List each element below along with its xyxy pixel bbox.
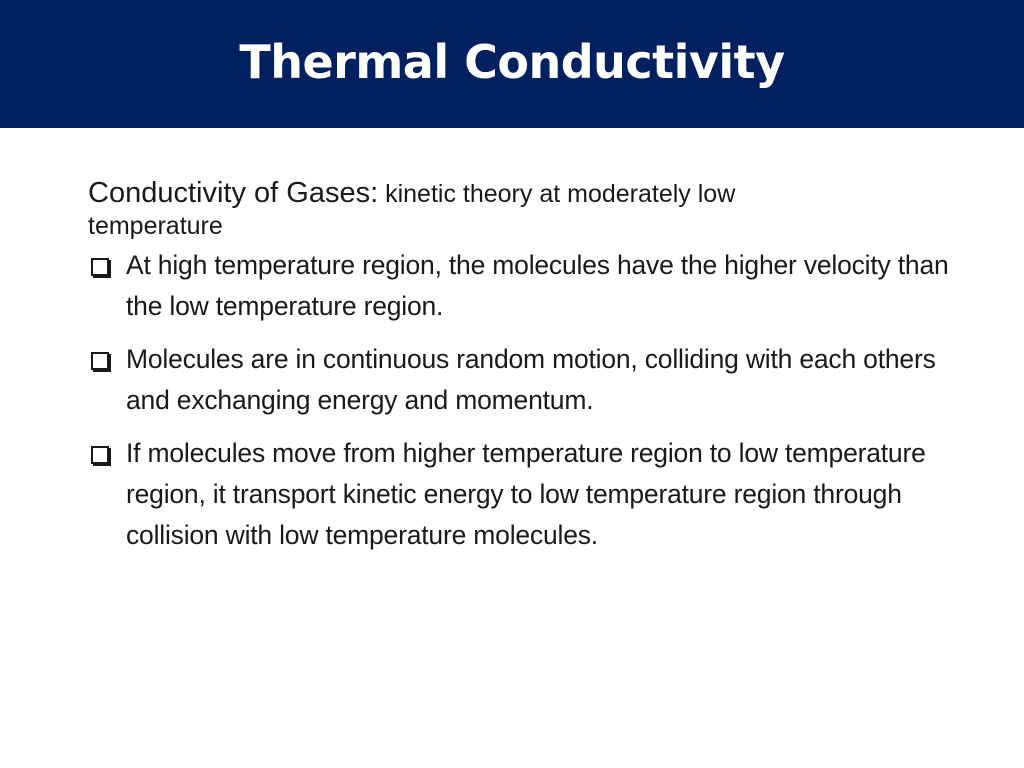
- list-item: [88, 433, 968, 556]
- checkbox-icon: [91, 258, 109, 276]
- section-heading: [88, 172, 968, 215]
- heading-continuation: temperature: [88, 212, 223, 240]
- checkbox-icon: [91, 446, 109, 464]
- list-item: [88, 245, 968, 327]
- slide-body: [88, 172, 968, 568]
- heading-subtitle: kinetic theory at moderately low: [378, 180, 736, 208]
- heading-main: Conductivity of Gases:: [88, 177, 379, 209]
- bullet-text: At high temperature region, the molecules have the higher velocity than the low temperature region.: [126, 250, 949, 321]
- bullet-list: [88, 245, 968, 556]
- bullet-text: Molecules are in continuous random motion, colliding with each others and exchanging energy and momentum.: [126, 344, 936, 415]
- list-item: [88, 339, 968, 421]
- bullet-text: If molecules move from higher temperature region to low temperature region, it transport kinetic energy to low temperature region through collision with low temperature molecules.: [126, 438, 926, 550]
- title-bar: [0, 0, 1024, 128]
- slide-title: Thermal Conductivity: [239, 35, 785, 89]
- checkbox-icon: [91, 352, 109, 370]
